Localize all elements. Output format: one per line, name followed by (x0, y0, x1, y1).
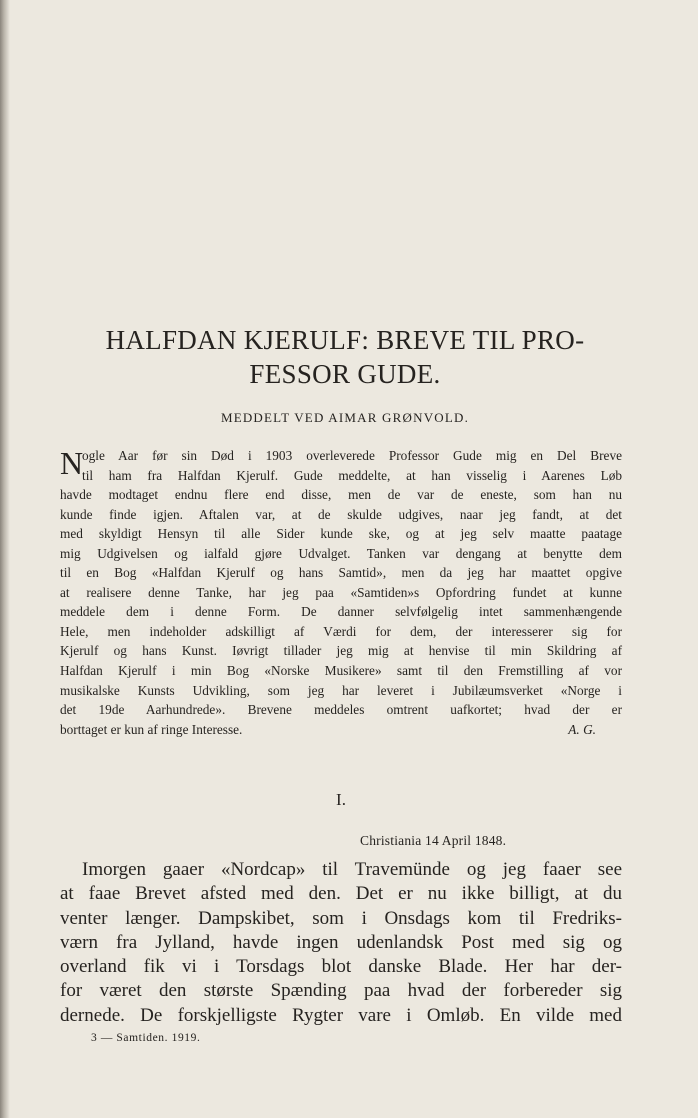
intro-line: Halfdan Kjerulf i min Bog «Norske Musikere» samt til den Fremstilling af vor (60, 663, 622, 679)
intro-line: meddele dem i denne Form. De danner selvfølgelig intet sammenhængende (60, 604, 622, 620)
letter-line: Imorgen gaaer «Nordcap» til Travemünde og jeg faaer see (82, 859, 622, 880)
intro-line: at realisere denne Tanke, har jeg paa «Samtiden»s Opfordring fundet at kunne (60, 584, 622, 600)
intro-line: det 19de Aarhundrede». Brevene meddeles omtrent uafkortet; hvad der er (60, 702, 622, 718)
intro-line: havde modtaget endnu flere end disse, men de var de eneste, som han nu (60, 487, 622, 503)
drop-cap: N (60, 445, 84, 481)
letter-line: værn fra Jylland, havde ingen udenlandsk Post med sig og (60, 931, 622, 953)
intro-line: mig Udgivelsen og ialfald gjøre Udvalget. Tanken var dengang at benytte dem (60, 545, 622, 561)
intro-paragraph (60, 446, 622, 739)
article-subtitle: MEDDELT VED AIMAR GRØNVOLD. (220, 410, 470, 425)
intro-line: ogle Aar før sin Død i 1903 overleverede Professor Gude mig en Del Breve (82, 448, 622, 463)
article-title (60, 323, 630, 391)
letter-line: overland fik vi i Torsdags blot danske Blade. Her har der- (60, 956, 622, 978)
intro-line: Kjerulf og hans Kunst. Iøvrigt tillader jeg mig at henvise til min Skildring af (60, 643, 622, 659)
letter-body (60, 858, 622, 1028)
intro-initials: A. G. (568, 722, 596, 737)
intro-line: borttaget er kun af ringe Interesse. (60, 721, 243, 737)
page-binding-edge (0, 0, 10, 1118)
intro-line: musikalske Kunsts Udvikling, som jeg har leveret i Jubilæumsverket «Norge i (60, 682, 622, 698)
title-line: HALFDAN KJERULF: BREVE TIL PRO- (105, 325, 585, 355)
letter-line: venter længer. Dampskibet, som i Onsdags kom til Fredriks- (60, 907, 622, 929)
intro-line: til ham fra Halfdan Kjerulf. Gude meddelte, at han visselig i Aarenes Løb (82, 467, 622, 483)
letter-line: dernede. De forskjelligste Rygter vare i Omløb. En vilde med (60, 1004, 622, 1026)
letter-dateline: Christiania 14 April 1848. (360, 833, 507, 848)
intro-line: til en Bog «Halfdan Kjerulf og hans Samtid», men da jeg har maattet opgive (60, 565, 622, 581)
intro-line: kunde finde igjen. Aftalen var, at de skulde udgives, naar jeg fandt, at det (60, 506, 622, 522)
letter-line: at faae Brevet afsted med den. Det er nu ikke billigt, at du (60, 883, 622, 905)
intro-line: med skyldigt Hensyn til alle Sider kunde ske, og at jeg selv maatte paatage (60, 526, 622, 542)
intro-line: Hele, men indeholder adskilligt af Værdi for dem, der interesserer sig for (60, 623, 622, 639)
title-line: FESSOR GUDE. (249, 359, 441, 389)
section-number: I. (336, 790, 346, 809)
page-footer: 3 — Samtiden. 1919. (91, 1032, 201, 1044)
letter-line: for været den største Spænding paa hvad der forbereder sig (60, 980, 622, 1002)
